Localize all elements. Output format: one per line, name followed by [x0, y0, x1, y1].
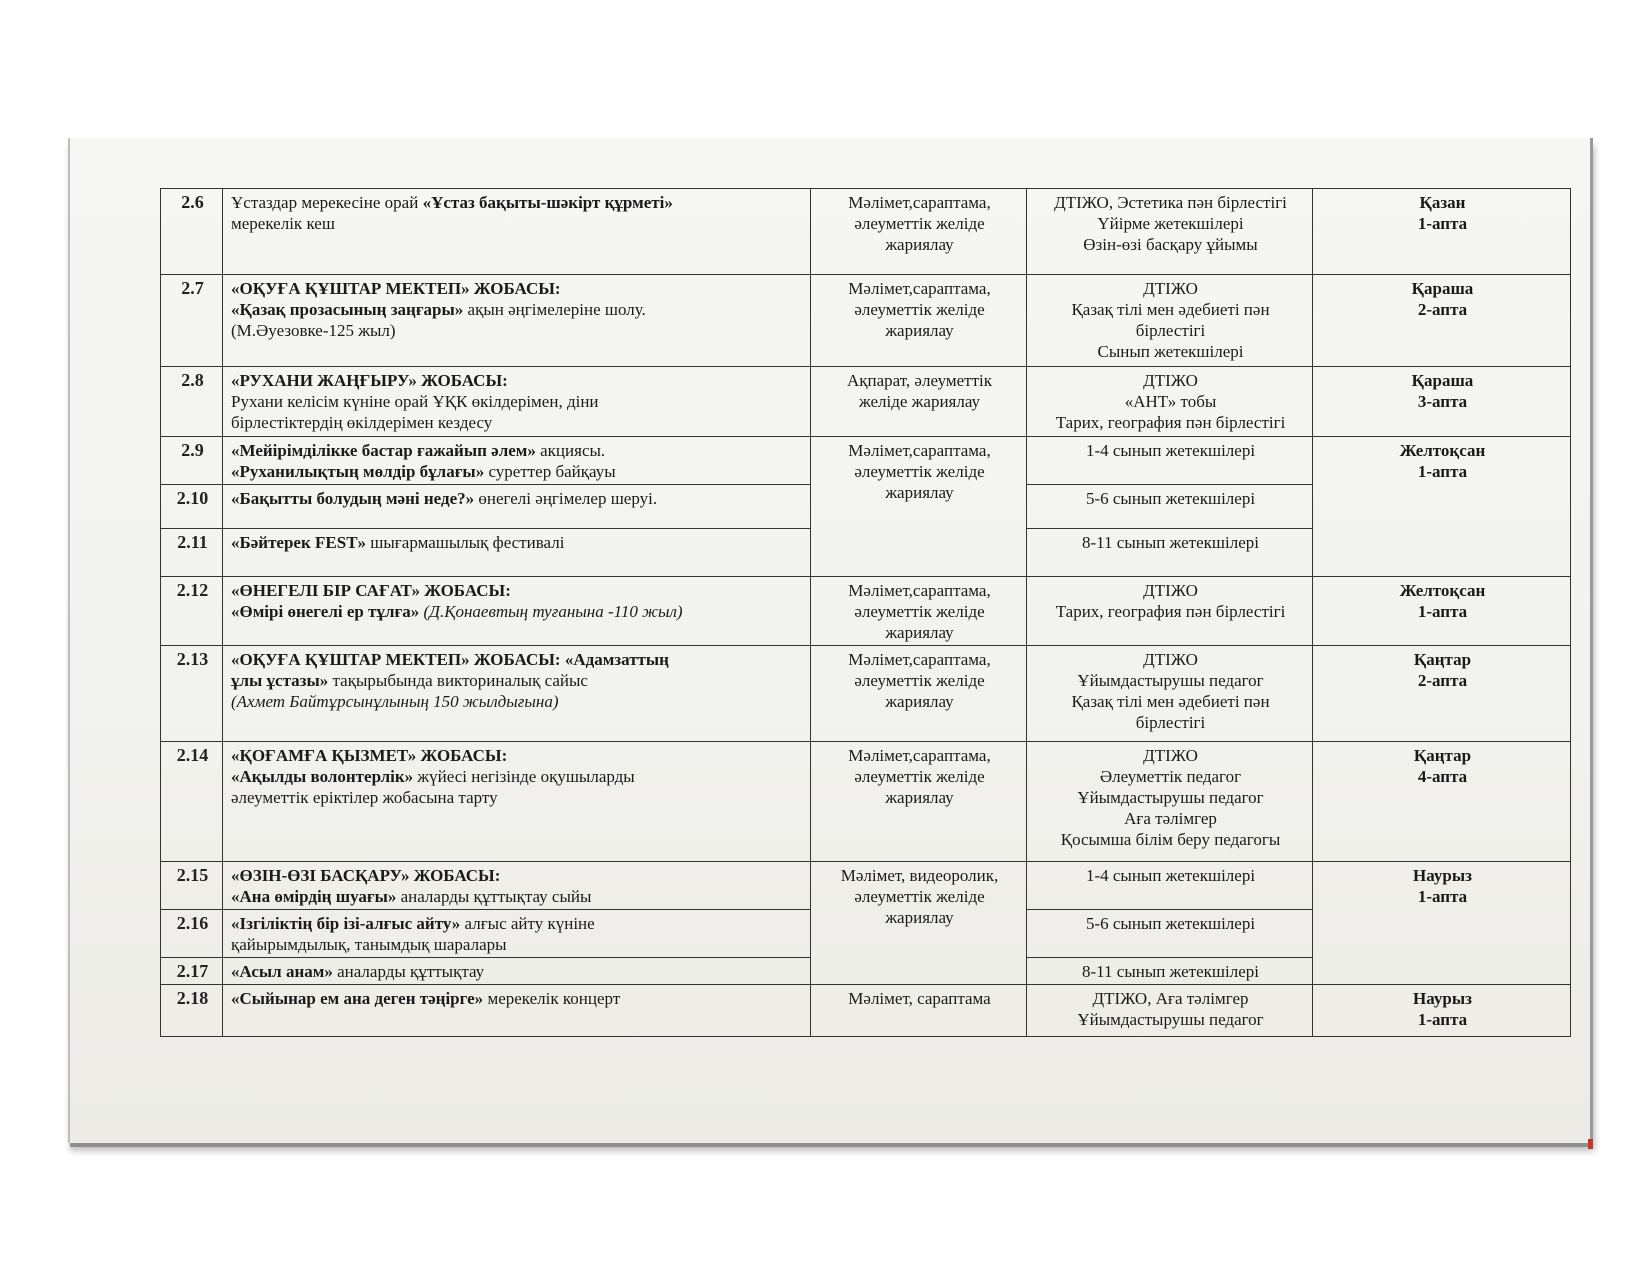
event-cell: «Ізгіліктің бір ізі-алғыс айту» алғыс айту күніне қайырымдылық, танымдық шаралары [223, 910, 811, 958]
event-plan-table [160, 188, 1571, 1037]
format-cell: Мәлімет,сараптама, әлеуметтік желіде жариялау [811, 189, 1027, 275]
table-row [161, 189, 1571, 275]
table-row [161, 275, 1571, 367]
event-line: мерекелік кеш [231, 214, 335, 233]
event-cell: «ӨНЕГЕЛІ БІР САҒАТ» ЖОБАСЫ: «Өмірі өнегелі ер тұлға» (Д.Қонаевтың туғанына -110 жыл) [223, 577, 811, 646]
responsible-cell: ДТІЖО Қазақ тілі мен әдебиеті пән бірлестігі Сынып жетекшілері [1027, 275, 1313, 367]
responsible-cell: 8-11 сынып жетекшілері [1027, 958, 1313, 985]
scanned-page [68, 138, 1593, 1143]
row-number [161, 189, 223, 275]
row-number: 2.16 [161, 910, 223, 958]
row-number-text: 2.6 [181, 192, 204, 212]
responsible-cell: ДТІЖО Тарих, география пән бірлестігі [1027, 577, 1313, 646]
format-cell: Мәлімет, сараптама [811, 985, 1027, 1037]
row-number: 2.11 [161, 529, 223, 577]
responsible-cell: ДТІЖО, Эстетика пән бірлестігі Үйірме жетекшілері Өзін-өзі басқару ұйымы [1027, 189, 1313, 275]
table-row [161, 646, 1571, 742]
responsible-cell: 8-11 сынып жетекшілері [1027, 529, 1313, 577]
row-number: 2.10 [161, 485, 223, 529]
format-cell: Мәлімет,сараптама, әлеуметтік желіде жариялау [811, 646, 1027, 742]
row-number: 2.14 [161, 742, 223, 862]
format-cell: Мәлімет,сараптама, әлеуметтік желіде жариялау [811, 437, 1027, 577]
row-number: 2.9 [161, 437, 223, 485]
table-row [161, 985, 1571, 1037]
event-cell: «Асыл анам» аналарды құттықтау [223, 958, 811, 985]
deadline-cell: Қаңтар 4-апта [1313, 742, 1571, 862]
row-number: 2.17 [161, 958, 223, 985]
format-cell: Мәлімет,сараптама, әлеуметтік желіде жариялау [811, 742, 1027, 862]
row-number: 2.8 [161, 367, 223, 437]
table-row [161, 862, 1571, 910]
event-cell: «РУХАНИ ЖАҢҒЫРУ» ЖОБАСЫ: Рухани келісім күніне орай ҰҚК өкілдерімен, діни бірлестіктердің өкілдерімен кездесу [223, 367, 811, 437]
format-cell: Ақпарат, әлеуметтік желіде жариялау [811, 367, 1027, 437]
responsible-cell: 1-4 сынып жетекшілері [1027, 437, 1313, 485]
table-row [161, 437, 1571, 485]
table-row [161, 577, 1571, 646]
responsible-cell: ДТІЖО, Аға тәлімгер Ұйымдастырушы педагог [1027, 985, 1313, 1037]
row-number: 2.15 [161, 862, 223, 910]
responsible-cell: 1-4 сынып жетекшілері [1027, 862, 1313, 910]
deadline-cell: Қазан 1-апта [1313, 189, 1571, 275]
responsible-cell: 5-6 сынып жетекшілері [1027, 485, 1313, 529]
deadline-cell: Қараша 3-апта [1313, 367, 1571, 437]
row-number: 2.7 [161, 275, 223, 367]
deadline-cell: Желтоқсан 1-апта [1313, 437, 1571, 577]
event-cell: «Сыйынар ем ана деген тәңірге» мерекелік концерт [223, 985, 811, 1037]
event-cell [223, 189, 811, 275]
responsible-cell: 5-6 сынып жетекшілері [1027, 910, 1313, 958]
table-row [161, 742, 1571, 862]
event-cell: «Бақытты болудың мәні неде?» өнегелі әңгімелер шеруі. [223, 485, 811, 529]
responsible-cell: ДТІЖО «АНТ» тобы Тарих, география пән бірлестігі [1027, 367, 1313, 437]
event-line: Ұстаздар мерекесіне орай «Ұстаз бақыты-шәкірт құрметі» [231, 193, 673, 212]
deadline-cell: Қараша 2-апта [1313, 275, 1571, 367]
event-cell: «Мейірімділікке бастар ғажайып әлем» акциясы. «Руханилықтың мөлдір бұлағы» суреттер байқауы [223, 437, 811, 485]
event-cell: «ОҚУҒА ҚҰШТАР МЕКТЕП» ЖОБАСЫ: «Қазақ прозасының заңғары» ақын әңгімелеріне шолу. (М.Әуезовке-125 жыл) [223, 275, 811, 367]
responsible-cell: ДТІЖО Ұйымдастырушы педагог Қазақ тілі мен әдебиеті пән бірлестігі [1027, 646, 1313, 742]
event-cell: «ҚОҒАМҒА ҚЫЗМЕТ» ЖОБАСЫ: «Ақылды волонтерлік» жүйесі негізінде оқушыларды әлеуметтік еріктілер жобасына тарту [223, 742, 811, 862]
event-cell: «ӨЗІН-ӨЗІ БАСҚАРУ» ЖОБАСЫ: «Ана өмірдің шуағы» аналарды құттықтау сыйы [223, 862, 811, 910]
format-cell: Мәлімет, видеоролик, әлеуметтік желіде жариялау [811, 862, 1027, 985]
deadline-cell: Қаңтар 2-апта [1313, 646, 1571, 742]
format-cell: Мәлімет,сараптама, әлеуметтік желіде жариялау [811, 275, 1027, 367]
row-number: 2.13 [161, 646, 223, 742]
responsible-cell: ДТІЖО Әлеуметтік педагог Ұйымдастырушы педагог Аға тәлімгер Қосымша білім беру педагогы [1027, 742, 1313, 862]
row-number: 2.18 [161, 985, 223, 1037]
format-cell: Мәлімет,сараптама, әлеуметтік желіде жариялау [811, 577, 1027, 646]
deadline-cell: Наурыз 1-апта [1313, 985, 1571, 1037]
event-cell: «Бәйтерек FEST» шығармашылық фестивалі [223, 529, 811, 577]
row-number: 2.12 [161, 577, 223, 646]
table-row [161, 367, 1571, 437]
deadline-cell: Наурыз 1-апта [1313, 862, 1571, 985]
deadline-cell: Желтоқсан 1-апта [1313, 577, 1571, 646]
event-cell: «ОҚУҒА ҚҰШТАР МЕКТЕП» ЖОБАСЫ: «Адамзаттың ұлы ұстазы» тақырыбында викториналық сайыс (Ахмет Байтұрсынұлының 150 жылдығына) [223, 646, 811, 742]
